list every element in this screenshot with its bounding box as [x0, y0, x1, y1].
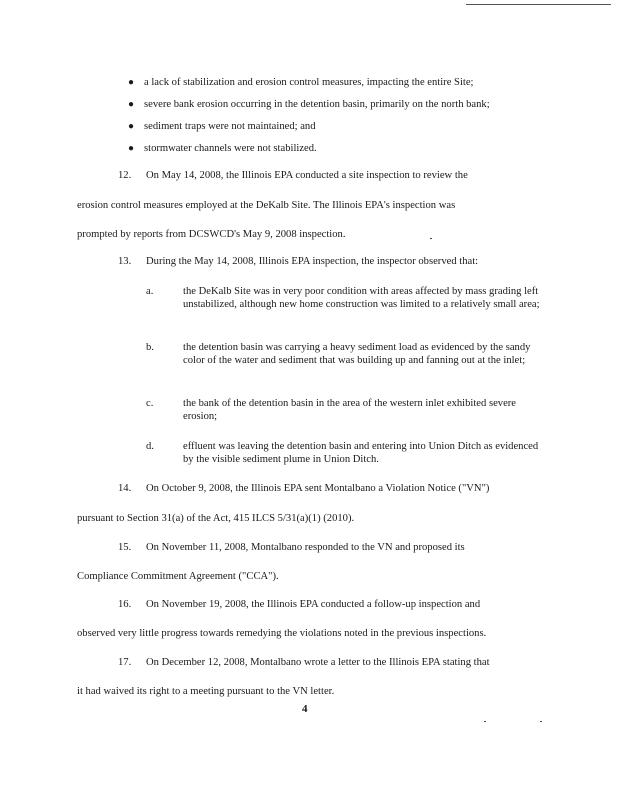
paragraph-text: On May 14, 2008, the Illinois EPA conducted a site inspection to review the [146, 170, 468, 181]
paragraph-text: During the May 14, 2008, Illinois EPA inspection, the inspector observed that: [146, 256, 479, 267]
paragraph-text: it had waived its right to a meeting pursuant to the VN letter. [77, 686, 335, 697]
paragraph-text: Compliance Commitment Agreement ("CCA"). [77, 571, 279, 582]
bullet-icon: ● [128, 143, 135, 154]
list-item [128, 76, 568, 98]
item-letter: a. [146, 286, 154, 297]
paragraph-text: erosion control measures employed at the DeKalb Site. The Illinois EPA's inspection was [77, 200, 456, 211]
paragraph-number: 12. [118, 170, 132, 181]
item-letter: d. [146, 441, 154, 452]
bullet-text: a lack of stabilization and erosion control measures, impacting the entire Site; [144, 77, 474, 88]
item-text: the DeKalb Site was in very poor condition with areas affected by mass grading left unstabilized, although new home construction was limited to a relatively small area; [183, 286, 540, 310]
paragraph-text: On November 11, 2008, Montalbano responded to the VN and proposed its [146, 542, 465, 553]
item-letter: b. [146, 342, 154, 353]
list-item [128, 98, 568, 120]
paragraph-number: 17. [118, 657, 132, 668]
bullet-icon: ● [128, 121, 135, 132]
bullet-text: stormwater channels were not stabilized. [144, 143, 317, 154]
item-text: effluent was leaving the detention basin and entering into Union Ditch as evidenced by the visible sediment plume in Union Ditch. [183, 441, 539, 465]
bullet-text: severe bank erosion occurring in the detention basin, primarily on the north bank; [144, 99, 490, 110]
scan-artifact [540, 721, 542, 722]
item-text: the bank of the detention basin in the area of the western inlet exhibited severe erosion; [183, 398, 516, 422]
paragraph-number: 15. [118, 542, 132, 553]
scan-artifact [430, 238, 432, 239]
item-text: the detention basin was carrying a heavy sediment load as evidenced by the sandy color of the water and sediment that was building up and fanning out at the inlet; [183, 342, 531, 366]
header-rule [466, 4, 611, 5]
bullet-icon: ● [128, 77, 135, 88]
paragraph-number: 13. [118, 256, 132, 267]
item-letter: c. [146, 398, 154, 409]
bullet-icon: ● [128, 99, 135, 110]
paragraph-text: On December 12, 2008, Montalbano wrote a letter to the Illinois EPA stating that [146, 657, 490, 668]
scan-artifact [484, 721, 486, 722]
bullet-list [128, 76, 568, 164]
paragraph-text: On November 19, 2008, the Illinois EPA conducted a follow-up inspection and [146, 599, 481, 610]
paragraph-text: prompted by reports from DCSWCD's May 9, 2008 inspection. [77, 229, 346, 240]
bullet-text: sediment traps were not maintained; and [144, 121, 316, 132]
list-item [128, 120, 568, 142]
list-item [128, 142, 568, 164]
paragraph-number: 16. [118, 599, 132, 610]
paragraph-text: observed very little progress towards remedying the violations noted in the previous inspections. [77, 628, 487, 639]
paragraph-number: 14. [118, 483, 132, 494]
paragraph-text: On October 9, 2008, the Illinois EPA sent Montalbano a Violation Notice ("VN") [146, 483, 490, 494]
paragraph-text: pursuant to Section 31(a) of the Act, 415 ILCS 5/31(a)(1) (2010). [77, 513, 355, 524]
page-number: 4 [302, 703, 308, 715]
